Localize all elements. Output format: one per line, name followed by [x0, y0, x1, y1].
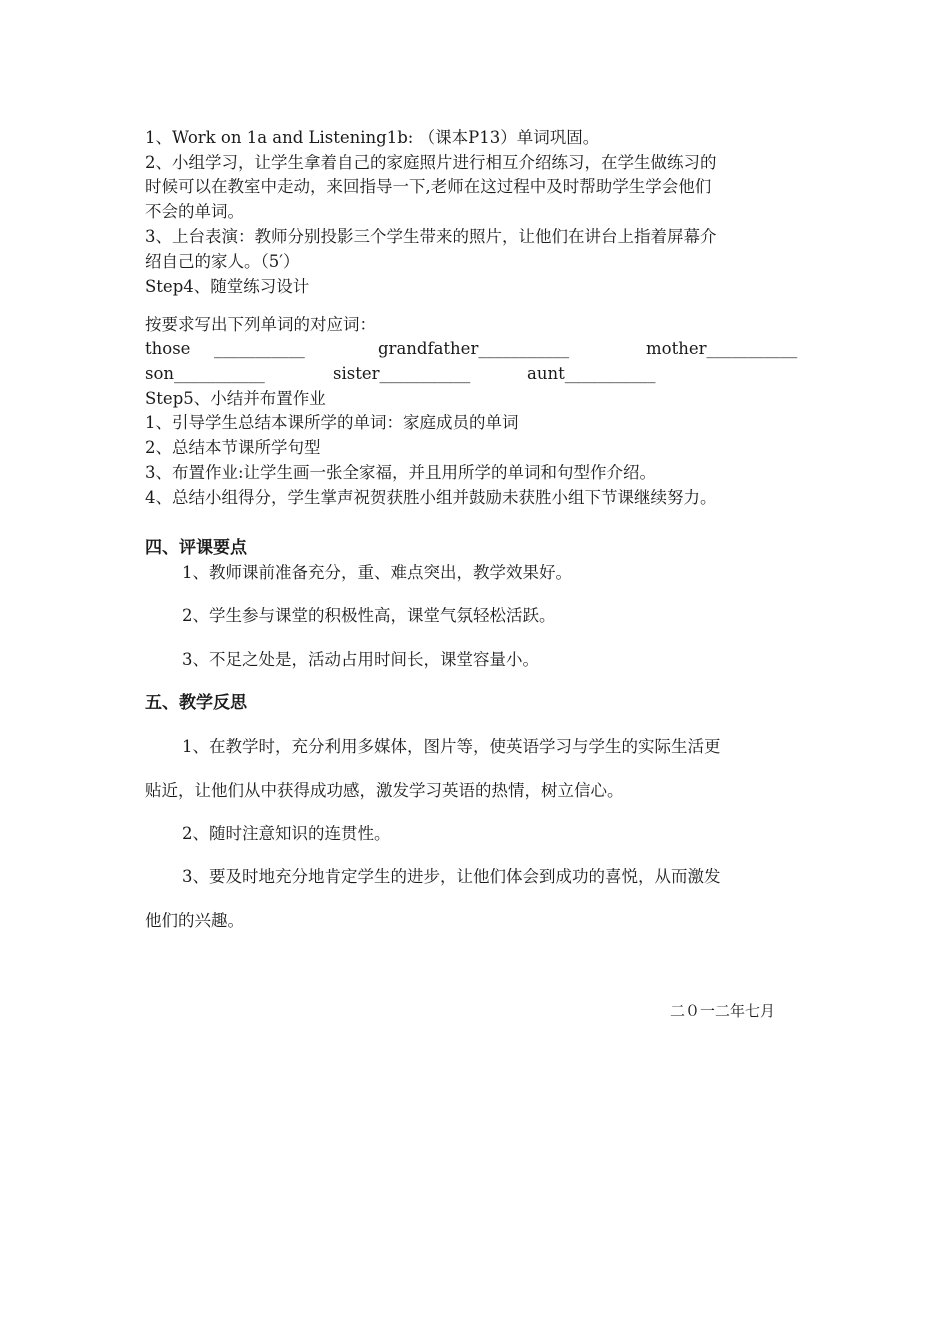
- word-those: those: [145, 339, 191, 358]
- summary-line-4: 4、总结小组得分，学生掌声祝贺获胜小组并鼓励未获胜小组下节课继续努力。: [145, 488, 717, 507]
- document-date: 二０一二年七月: [670, 1002, 776, 1020]
- activity-line-4: 不会的单词。: [145, 202, 244, 221]
- summary-line-2: 2、总结本节课所学句型: [145, 438, 321, 457]
- evaluation-point-3: 3、不足之处是，活动占用时间长，课堂容量小。: [182, 650, 539, 669]
- word-sister: sister___________: [333, 364, 471, 383]
- activity-line-6: 绍自己的家人。（5′）: [145, 252, 300, 271]
- evaluation-point-1: 1、教师课前准备充分，重、难点突出，教学效果好。: [182, 563, 572, 582]
- word-those-blank: ___________: [214, 339, 305, 358]
- activity-line-1: 1、Work on 1a and Listening1b: （课本P13）单词巩固。: [145, 128, 600, 147]
- reflection-2: 2、随时注意知识的连贯性。: [182, 824, 391, 843]
- step5-title: Step5、小结并布置作业: [145, 389, 326, 408]
- evaluation-point-2: 2、学生参与课堂的积极性高，课堂气氛轻松活跃。: [182, 606, 556, 625]
- reflection-3-line-1: 3、要及时地充分地肯定学生的进步，让他们体会到成功的喜悦，从而激发: [182, 867, 721, 886]
- reflection-3-line-2: 他们的兴趣。: [145, 911, 244, 930]
- reflection-1-line-2: 贴近，让他们从中获得成功感，激发学习英语的热情，树立信心。: [145, 781, 624, 800]
- word-son: son___________: [145, 364, 265, 383]
- exercise-instruction: 按要求写出下列单词的对应词：: [145, 315, 376, 334]
- activity-line-3: 时候可以在教室中走动，来回指导一下,老师在这过程中及时帮助学生学会他们: [145, 177, 712, 196]
- summary-line-1: 1、引导学生总结本课所学的单词：家庭成员的单词: [145, 413, 519, 432]
- activity-line-5: 3、上台表演：教师分别投影三个学生带来的照片，让他们在讲台上指着屏幕介: [145, 227, 717, 246]
- summary-line-3: 3、布置作业:让学生画一张全家福，并且用所学的单词和句型作介绍。: [145, 463, 657, 482]
- step4-title: Step4、随堂练习设计: [145, 277, 310, 296]
- section4-heading: 四、评课要点: [145, 538, 247, 558]
- word-aunt: aunt___________: [527, 364, 656, 383]
- activity-line-2: 2、小组学习，让学生拿着自己的家庭照片进行相互介绍练习，在学生做练习的: [145, 153, 717, 172]
- reflection-1-line-1: 1、在教学时，充分利用多媒体，图片等，使英语学习与学生的实际生活更: [182, 737, 721, 756]
- word-grandfather: grandfather___________: [378, 339, 570, 358]
- section5-heading: 五、教学反思: [145, 693, 247, 713]
- word-mother: mother___________: [646, 339, 798, 358]
